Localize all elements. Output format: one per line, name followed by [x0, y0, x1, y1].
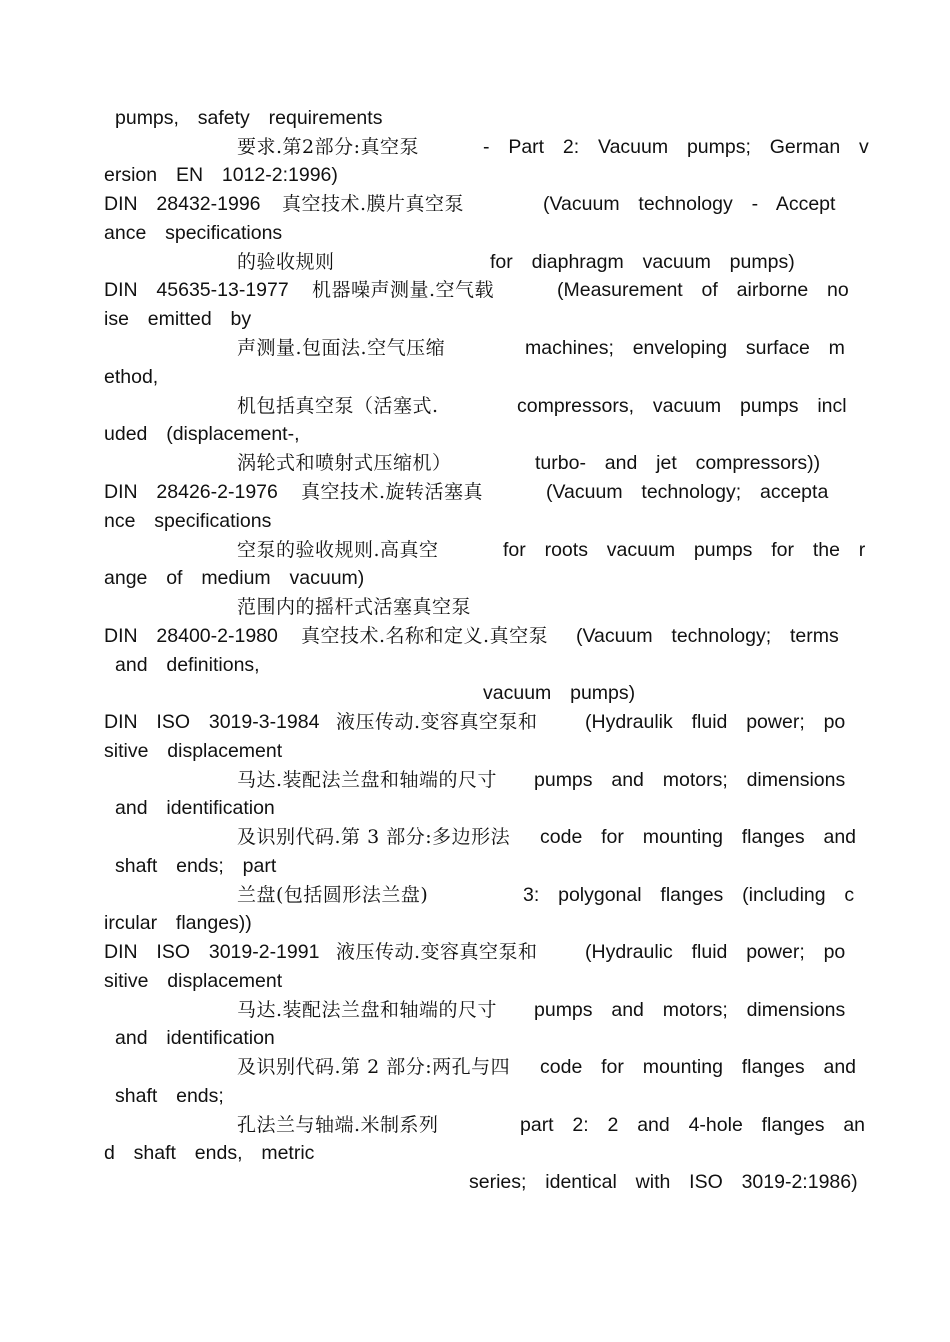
- text-line: [0, 996, 950, 1025]
- text-line-en: (Hydraulik fluid power; po: [585, 711, 846, 733]
- standard-code: DIN 28400-2-1980: [104, 625, 278, 647]
- text-line-zh: 机包括真空泵（活塞式.: [237, 395, 439, 417]
- text-line-zh: 真空技术.名称和定义.真空泵: [301, 625, 549, 647]
- text-line-zh: 液压传动.变容真空泵和: [336, 941, 538, 963]
- text-line-zh: 声测量.包面法.空气压缩: [237, 337, 446, 359]
- text-line: [0, 1053, 950, 1082]
- text-line-en: and identification: [115, 1027, 275, 1049]
- text-line-zh: 液压传动.变容真空泵和: [336, 711, 538, 733]
- text-line: [0, 622, 950, 651]
- text-line: [0, 794, 950, 823]
- text-line-en: code for mounting flanges and: [540, 826, 857, 848]
- text-line: [0, 478, 950, 507]
- text-line-en: code for mounting flanges and: [540, 1056, 857, 1078]
- text-line: [0, 909, 950, 938]
- text-line-en: (Vacuum technology - Accept: [543, 193, 836, 215]
- text-line-zh: 机器噪声测量.空气载: [312, 279, 495, 301]
- text-line-en: for diaphragm vacuum pumps): [490, 251, 795, 273]
- text-line-en: pumps, safety requirements: [115, 107, 383, 129]
- text-line-en: nce specifications: [104, 510, 272, 532]
- text-line-zh: 的验收规则: [237, 251, 335, 273]
- text-line-en: ance specifications: [104, 222, 283, 244]
- text-line-en: - Part 2: Vacuum pumps; German v: [483, 136, 869, 158]
- text-line-en: (Measurement of airborne no: [557, 279, 849, 301]
- text-line-zh: 真空技术.旋转活塞真: [301, 481, 484, 503]
- text-line-en: and identification: [115, 797, 275, 819]
- text-line-en: compressors, vacuum pumps incl: [517, 395, 847, 417]
- text-line-en: (Hydraulic fluid power; po: [585, 941, 846, 963]
- text-line: [0, 708, 950, 737]
- standard-code: DIN ISO 3019-3-1984: [104, 711, 320, 733]
- text-line-en: ise emitted by: [104, 308, 252, 330]
- text-line: [0, 564, 950, 593]
- text-line-zh: 空泵的验收规则.高真空: [237, 539, 439, 561]
- text-line-zh: 真空技术.膜片真空泵: [282, 193, 465, 215]
- text-line: [0, 248, 950, 277]
- text-line: [0, 881, 950, 910]
- text-line: [0, 276, 950, 305]
- text-line: [0, 938, 950, 967]
- text-line-en: ange of medium vacuum): [104, 567, 365, 589]
- text-line: [0, 334, 950, 363]
- text-line-en: and definitions,: [115, 654, 260, 676]
- text-line-en: 3: polygonal flanges (including c: [523, 884, 855, 906]
- text-line-zh: 及识别代码.第 2 部分:两孔与四: [237, 1056, 511, 1078]
- text-line-en: for roots vacuum pumps for the r: [503, 539, 866, 561]
- text-line: [0, 967, 950, 996]
- text-line-zh: 马达.装配法兰盘和轴端的尺寸: [237, 769, 498, 791]
- text-line: [0, 852, 950, 881]
- text-line-en: sitive displacement: [104, 970, 283, 992]
- text-line: [0, 104, 950, 133]
- text-line-en: machines; enveloping surface m: [525, 337, 845, 359]
- text-line-en: vacuum pumps): [483, 682, 636, 704]
- text-line: [0, 679, 950, 708]
- text-line-zh: 马达.装配法兰盘和轴端的尺寸: [237, 999, 498, 1021]
- text-line: [0, 363, 950, 392]
- text-line-en: pumps and motors; dimensions: [534, 999, 846, 1021]
- standard-code: DIN 45635-13-1977: [104, 279, 289, 301]
- text-line-en: sitive displacement: [104, 740, 283, 762]
- text-line: [0, 593, 950, 622]
- text-line: [0, 161, 950, 190]
- text-line-en: ethod,: [104, 366, 159, 388]
- text-line: [0, 1139, 950, 1168]
- text-line-en: pumps and motors; dimensions: [534, 769, 846, 791]
- text-line-en: series; identical with ISO 3019-2:1986): [469, 1171, 858, 1193]
- text-line: [0, 219, 950, 248]
- text-line-en: shaft ends; part: [115, 855, 277, 877]
- text-line: [0, 190, 950, 219]
- text-line-zh: 及识别代码.第 3 部分:多边形法: [237, 826, 511, 848]
- text-line: [0, 1168, 950, 1197]
- text-line: [0, 449, 950, 478]
- text-line: [0, 420, 950, 449]
- text-line-zh: 兰盘(包括圆形法兰盘): [237, 884, 429, 906]
- text-line: [0, 1111, 950, 1140]
- text-line: [0, 305, 950, 334]
- text-line: [0, 823, 950, 852]
- standard-code: DIN ISO 3019-2-1991: [104, 941, 320, 963]
- text-line-en: (Vacuum technology; terms: [576, 625, 839, 647]
- text-line-en: turbo- and jet compressors)): [535, 452, 821, 474]
- standard-code: DIN 28426-2-1976: [104, 481, 278, 503]
- text-line: [0, 1082, 950, 1111]
- text-line-en: uded (displacement-,: [104, 423, 300, 445]
- text-line-zh: 范围内的摇杆式活塞真空泵: [237, 596, 472, 618]
- text-line: [0, 392, 950, 421]
- text-line-en: (Vacuum technology; accepta: [546, 481, 829, 503]
- text-line: [0, 1024, 950, 1053]
- text-line: [0, 651, 950, 680]
- text-line: [0, 737, 950, 766]
- text-line-en: ircular flanges)): [104, 912, 252, 934]
- text-line: [0, 766, 950, 795]
- text-line-zh: 要求.第2部分:真空泵: [237, 136, 420, 158]
- text-line-en: ersion EN 1012-2:1996): [104, 164, 338, 186]
- text-line-en: part 2: 2 and 4-hole flanges an: [520, 1114, 866, 1136]
- text-line: [0, 133, 950, 162]
- text-line-zh: 涡轮式和喷射式压缩机）: [237, 452, 452, 474]
- text-line-en: shaft ends;: [115, 1085, 224, 1107]
- text-line-en: d shaft ends, metric: [104, 1142, 315, 1164]
- text-line: [0, 507, 950, 536]
- text-line-zh: 孔法兰与轴端.米制系列: [237, 1114, 439, 1136]
- standard-code: DIN 28432-1996: [104, 193, 261, 215]
- text-line: [0, 536, 950, 565]
